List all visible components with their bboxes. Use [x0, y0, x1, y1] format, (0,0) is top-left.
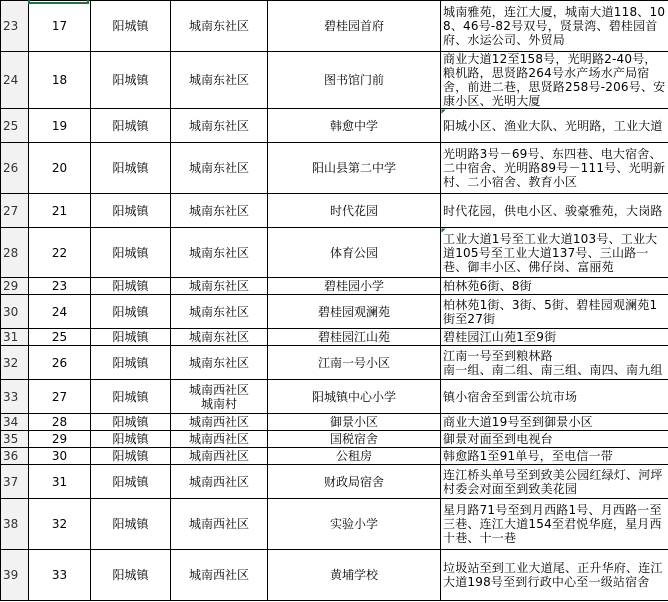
cell-town[interactable]: 阳城镇 [91, 278, 171, 295]
table-row [1, 346, 668, 380]
cell-site[interactable]: 实验小学 [268, 499, 441, 550]
cell-area[interactable]: 连江桥头单号至到致美公园红绿灯、河坪村委会对面至到致美花园 [441, 465, 668, 499]
cell-town[interactable]: 阳城镇 [91, 228, 171, 278]
cell-seq[interactable]: 17 [29, 1, 91, 52]
cell-community[interactable]: 城南西社区 [171, 448, 268, 465]
cell-community[interactable]: 城南东社区 [171, 1, 268, 52]
cell-town[interactable]: 阳城镇 [91, 295, 171, 329]
table-row [1, 1, 668, 52]
cell-area[interactable]: 商业大道12至158号，光明路2-40号，粮机路，思贤路264号水产场水产局宿舍，前进二巷，思贤路258号-206号、安康小区、光明大厦 [441, 52, 668, 109]
cell-community[interactable]: 城南东社区 [171, 346, 268, 380]
cell-community[interactable]: 城南西社区 [171, 499, 268, 550]
row-header[interactable]: 28 [1, 228, 29, 278]
cell-town[interactable]: 阳城镇 [91, 431, 171, 448]
row-header[interactable]: 27 [1, 194, 29, 228]
cell-community[interactable]: 城南东社区 [171, 143, 268, 194]
table-row [1, 109, 668, 143]
cell-seq[interactable]: 18 [29, 52, 91, 109]
cell-community[interactable]: 城南东社区 [171, 278, 268, 295]
table-row [1, 431, 668, 448]
cell-seq[interactable]: 24 [29, 295, 91, 329]
cell-community[interactable]: 城南西社区 [171, 414, 268, 431]
cell-community[interactable]: 城南东社区 [171, 109, 268, 143]
table-row [1, 550, 668, 601]
cell-community[interactable]: 城南西社区 城南村 [171, 380, 268, 414]
cell-community[interactable]: 城南西社区 [171, 550, 268, 601]
cell-seq[interactable]: 31 [29, 465, 91, 499]
cell-area[interactable]: 光明路3号－69号、东四巷、电大宿舍、二中宿舍、光明路89号－111号、光明新村、二小宿舍、教育小区 [441, 143, 668, 194]
cell-area[interactable]: 垃圾站至到工业大道尾、正升华府、连江大道198号至到行政中心至一级站宿舍 [441, 550, 668, 601]
cell-community[interactable]: 城南西社区 [171, 431, 268, 448]
table-row [1, 499, 668, 550]
cell-seq[interactable]: 22 [29, 228, 91, 278]
row-header[interactable]: 34 [1, 414, 29, 431]
cell-community[interactable]: 城南东社区 [171, 329, 268, 346]
cell-site[interactable]: 阳城镇中心小学 [268, 380, 441, 414]
row-header[interactable]: 25 [1, 109, 29, 143]
table-row [1, 448, 668, 465]
cell-site[interactable]: 碧桂园观澜苑 [268, 295, 441, 329]
cell-area[interactable]: 商业大道19号至到御景小区 [441, 414, 668, 431]
cell-area[interactable]: 柏林苑6街、8街 [441, 278, 668, 295]
cell-town[interactable]: 阳城镇 [91, 52, 171, 109]
row-header[interactable]: 33 [1, 380, 29, 414]
cell-community[interactable]: 城南东社区 [171, 228, 268, 278]
cell-area[interactable]: 韩愈路1至91单号，至电信一带 [441, 448, 668, 465]
row-header[interactable]: 38 [1, 499, 29, 550]
cell-seq[interactable]: 29 [29, 431, 91, 448]
table-row [1, 414, 668, 431]
cell-area[interactable]: 阳城小区、渔业大队、光明路，工业大道 [441, 109, 668, 143]
cell-site[interactable]: 图书馆门前 [268, 52, 441, 109]
row-header[interactable]: 24 [1, 52, 29, 109]
cell-site[interactable]: 碧桂园首府 [268, 1, 441, 52]
row-header[interactable]: 26 [1, 143, 29, 194]
cell-site[interactable]: 黄埔学校 [268, 550, 441, 601]
table-row [1, 329, 668, 346]
cell-seq[interactable]: 23 [29, 278, 91, 295]
cell-area[interactable]: 江南一号至到粮林路 南一组、南二组、南三组、南四、南九组 [441, 346, 668, 380]
cell-site[interactable]: 御景小区 [268, 414, 441, 431]
row-header[interactable]: 35 [1, 431, 29, 448]
cell-town[interactable]: 阳城镇 [91, 346, 171, 380]
cell-town[interactable]: 阳城镇 [91, 465, 171, 499]
cell-area[interactable]: 城南雅苑，连江大厦，城南大道118、108、46号-82号双号，贤景湾、碧桂园首府、水运公司、外贸局 [441, 1, 668, 52]
row-header[interactable]: 29 [1, 278, 29, 295]
row-header[interactable]: 30 [1, 295, 29, 329]
cell-town[interactable]: 阳城镇 [91, 194, 171, 228]
table-row [1, 228, 668, 278]
cell-community[interactable]: 城南东社区 [171, 194, 268, 228]
cell-community[interactable]: 城南东社区 [171, 52, 268, 109]
cell-town[interactable]: 阳城镇 [91, 499, 171, 550]
cell-seq[interactable]: 27 [29, 380, 91, 414]
cell-town[interactable]: 阳城镇 [91, 380, 171, 414]
table-row [1, 143, 668, 194]
cell-site[interactable]: 财政局宿舍 [268, 465, 441, 499]
cell-town[interactable]: 阳城镇 [91, 143, 171, 194]
table-row [1, 194, 668, 228]
cell-town[interactable]: 阳城镇 [91, 550, 171, 601]
cell-site[interactable]: 韩愈中学 [268, 109, 441, 143]
cell-seq[interactable]: 25 [29, 329, 91, 346]
cell-community[interactable]: 城南东社区 [171, 295, 268, 329]
row-header[interactable]: 37 [1, 465, 29, 499]
cell-seq[interactable]: 30 [29, 448, 91, 465]
cell-town[interactable]: 阳城镇 [91, 448, 171, 465]
row-header[interactable]: 36 [1, 448, 29, 465]
table-row [1, 295, 668, 329]
cell-site[interactable]: 国税宿舍 [268, 431, 441, 448]
cell-area[interactable]: 御景对面至到电视台 [441, 431, 668, 448]
cell-site[interactable]: 公租房 [268, 448, 441, 465]
cell-seq[interactable]: 28 [29, 414, 91, 431]
cell-seq[interactable]: 20 [29, 143, 91, 194]
table-row [1, 465, 668, 499]
cell-area[interactable]: 工业大道1号至工业大道103号、工业大道105号至工业大道137号、三山路一巷、御丰小区、佛仔岗、富丽苑 [441, 228, 668, 278]
cell-site[interactable]: 体育公园 [268, 228, 441, 278]
cell-area[interactable]: 星月路71号至到月西路1号、月西路一至三巷、连江大道154至君悦华庭，星月西十巷、十一巷 [441, 499, 668, 550]
cell-area[interactable]: 镇小宿舍至到雷公坑市场 [441, 380, 668, 414]
cell-town[interactable]: 阳城镇 [91, 1, 171, 52]
cell-seq[interactable]: 26 [29, 346, 91, 380]
cell-seq[interactable]: 33 [29, 550, 91, 601]
cell-site[interactable]: 时代花园 [268, 194, 441, 228]
cell-site[interactable]: 阳山县第二中学 [268, 143, 441, 194]
cell-town[interactable]: 阳城镇 [91, 414, 171, 431]
cell-area[interactable]: 碧桂园江山苑1至9街 [441, 329, 668, 346]
cell-seq[interactable]: 19 [29, 109, 91, 143]
cell-site[interactable]: 碧桂园小学 [268, 278, 441, 295]
table-row [1, 380, 668, 414]
row-header[interactable]: 32 [1, 346, 29, 380]
cell-town[interactable]: 阳城镇 [91, 109, 171, 143]
cell-seq[interactable]: 21 [29, 194, 91, 228]
cell-town[interactable]: 阳城镇 [91, 329, 171, 346]
cell-area[interactable]: 柏林苑1街、3街、5街、碧桂园观澜苑1街至27街 [441, 295, 668, 329]
row-header[interactable]: 39 [1, 550, 29, 601]
cell-area[interactable]: 时代花园，供电小区、骏豪雅苑，大岗路 [441, 194, 668, 228]
cell-community[interactable]: 城南西社区 [171, 465, 268, 499]
cell-site[interactable]: 碧桂园江山苑 [268, 329, 441, 346]
cell-site[interactable]: 江南一号小区 [268, 346, 441, 380]
table-row [1, 278, 668, 295]
row-header[interactable]: 31 [1, 329, 29, 346]
table-row [1, 52, 668, 109]
cell-seq[interactable]: 32 [29, 499, 91, 550]
row-header[interactable]: 23 [1, 1, 29, 52]
